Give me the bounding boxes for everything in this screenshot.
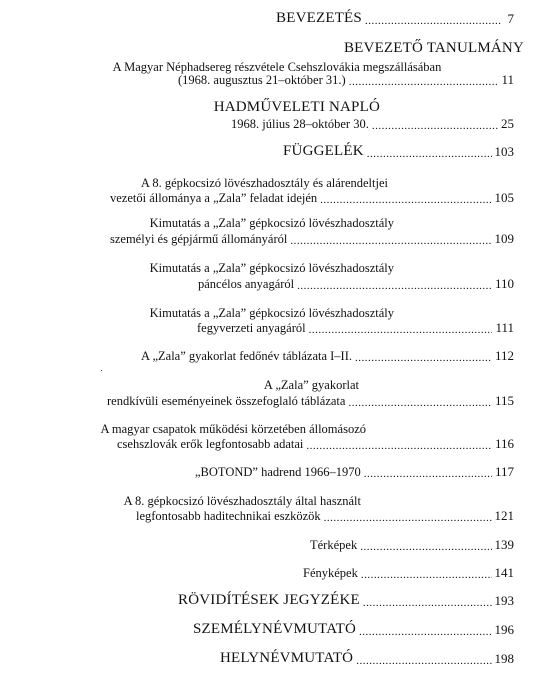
entry-subtitle: A Magyar Néphadsereg részvétele Csehszlovákia megszállásában (112, 60, 442, 74)
toc-entry-helynevmutato[interactable] (0, 651, 514, 667)
dot-leader (324, 513, 492, 524)
page-number: 139 (494, 537, 514, 552)
toc-entry-tanulmany-line (178, 72, 514, 88)
entry-dates: 1968. július 28–október 30. (231, 117, 369, 131)
page-number: 193 (494, 593, 514, 608)
page-number: 116 (494, 436, 514, 451)
page-number: 141 (494, 565, 514, 580)
dot-leader (348, 398, 492, 409)
toc-entry-bevezetes[interactable] (0, 11, 514, 27)
page-number: 121 (494, 508, 514, 523)
dot-leader (355, 353, 492, 364)
entry-line-1: A „Zala” gyakorlat (263, 378, 359, 392)
dot-leader (349, 77, 499, 88)
entry-line-2 (107, 393, 514, 409)
entry-text: Fényképek (303, 566, 358, 580)
dot-leader (361, 570, 492, 581)
page-number: 11 (501, 72, 514, 87)
page-number: 7 (507, 11, 514, 26)
entry-text: személyi és gépjármű állományáról (110, 232, 288, 246)
entry-text: csehszlovák erők legfontosabb adatai (117, 437, 304, 451)
entry-text: páncélos anyagáról (198, 277, 295, 291)
entry-text: legfontosabb haditechnikai eszközök (136, 509, 321, 523)
entry-line-2 (110, 190, 514, 206)
entry-text: vezetői állománya a „Zala” feladat idején (110, 191, 318, 205)
entry-line-2 (110, 231, 514, 247)
page-number: 105 (494, 190, 514, 205)
page-number: 110 (494, 276, 514, 291)
page-number: 25 (501, 116, 514, 131)
entry-line-1: Kimutatás a „Zala” gépkocsizó lövészhadosztály (149, 306, 394, 320)
entry-text: Térképek (310, 538, 358, 552)
entry-title: SZEMÉLYNÉVMUTATÓ (193, 621, 356, 637)
toc-entry-naplo-line (231, 116, 514, 132)
page-number: 196 (494, 622, 514, 637)
entry-text: fegyverzeti anyagáról (197, 321, 306, 335)
toc-entry-szemelynevmutato[interactable] (0, 622, 514, 638)
section-heading: BEVEZETŐ TANULMÁNY (343, 40, 524, 56)
dot-leader (364, 469, 492, 480)
entry-line-2 (198, 276, 514, 292)
entry-line-1: A 8. gépkocsizó lövészhadosztály és alárendeltjei (140, 176, 388, 190)
entry-title: RÖVIDÍTÉSEK JEGYZÉKE (178, 592, 360, 608)
entry-text: rendkívüli eseményeinek összefoglaló táblázata (107, 394, 346, 408)
page-number: 117 (494, 464, 514, 479)
entry-line-2 (136, 508, 514, 524)
entry-line-2 (303, 565, 514, 581)
entry-text: A „Zala” gyakorlat fedőnév táblázata I–II. (141, 349, 352, 363)
dot-leader (359, 627, 492, 638)
dot-leader (363, 598, 492, 609)
toc-entry-fuggelek[interactable] (0, 144, 514, 160)
entry-title: FÜGGELÉK (283, 143, 364, 159)
scan-speck (101, 370, 102, 371)
entry-line-2 (197, 320, 514, 336)
page-number: 198 (494, 651, 514, 666)
dot-leader (365, 16, 501, 27)
entry-title: BEVEZETÉS (276, 10, 362, 26)
entry-line-1: A magyar csapatok működési körzetében állomásozó (100, 422, 366, 436)
entry-dates: (1968. augusztus 21–október 31.) (178, 73, 346, 87)
entry-line-2 (310, 537, 514, 553)
dot-leader (360, 542, 491, 553)
toc-entry-roviditesek[interactable] (0, 593, 514, 609)
page-number: 112 (494, 348, 514, 363)
entry-line-2 (141, 348, 514, 364)
dot-leader (356, 656, 491, 667)
page-number: 103 (494, 144, 514, 159)
dot-leader (290, 236, 491, 247)
entry-line-1: Kimutatás a „Zala” gépkocsizó lövészhadosztály (149, 261, 394, 275)
entry-line-1: A 8. gépkocsizó lövészhadosztály által használt (123, 494, 361, 508)
dot-leader (309, 325, 493, 336)
entry-line-2 (117, 436, 514, 452)
page-number: 111 (495, 320, 514, 335)
dot-leader (320, 195, 491, 206)
entry-title: HELYNÉVMUTATÓ (220, 650, 354, 666)
dot-leader (306, 441, 492, 452)
entry-text: „BOTOND” hadrend 1966–1970 (195, 465, 361, 479)
entry-line-2 (195, 464, 514, 480)
dot-leader (297, 281, 492, 292)
entry-line-1: Kimutatás a „Zala” gépkocsizó lövészhadosztály (149, 216, 394, 230)
dot-leader (367, 149, 492, 160)
page-number: 109 (494, 231, 514, 246)
dot-leader (372, 121, 498, 132)
section-heading: HADMŰVELETI NAPLÓ (213, 99, 380, 115)
page-number: 115 (494, 393, 514, 408)
